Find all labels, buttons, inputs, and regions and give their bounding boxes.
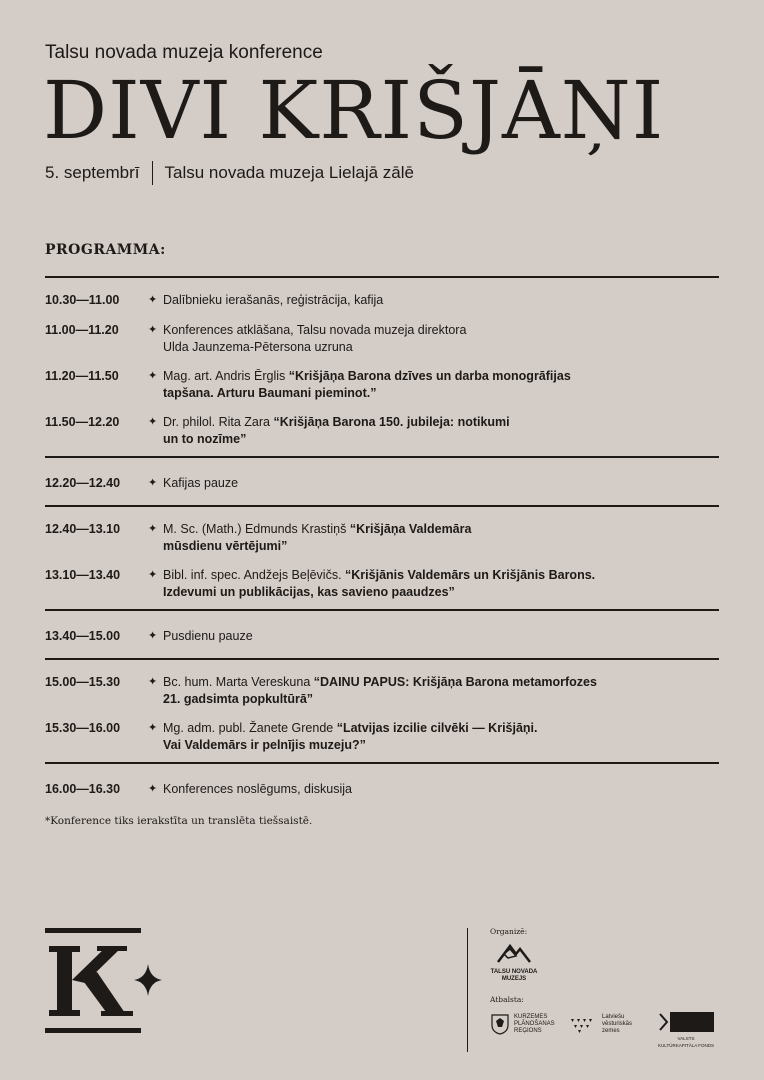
program-talk-title: 21. gadsimta popkultūrā” bbox=[163, 692, 314, 706]
sponsor-name: PLĀNOŠANAS bbox=[514, 1020, 555, 1027]
program-line bbox=[163, 628, 623, 645]
program-talk-title: tapšana. Arturu Baumani pieminot.” bbox=[163, 386, 377, 400]
event-date: 5. septembrī bbox=[45, 163, 140, 182]
sponsor-name: VALSTS bbox=[677, 1036, 695, 1041]
program-text: Pusdienu pauze bbox=[163, 629, 253, 643]
coat-of-arms-icon bbox=[490, 1013, 510, 1035]
program-time: 11.20—11.50 bbox=[45, 369, 119, 383]
program-time: 11.00—11.20 bbox=[45, 323, 119, 337]
program-line bbox=[163, 385, 623, 402]
program-description bbox=[163, 674, 623, 708]
program-talk-title: “Krišjānis Valdemārs un Krišjānis Barons. bbox=[345, 568, 596, 582]
program-text: Bc. hum. Marta Vereskuna bbox=[163, 675, 314, 689]
program-description bbox=[163, 567, 623, 601]
hearts-icon bbox=[568, 1016, 598, 1034]
program-text: Kafijas pauze bbox=[163, 476, 239, 490]
divider bbox=[45, 276, 719, 278]
program-text: Bibl. inf. spec. Andžejs Beļēvičs. bbox=[163, 568, 346, 582]
program-description bbox=[163, 475, 623, 492]
program-description bbox=[163, 628, 623, 645]
divider bbox=[45, 762, 719, 764]
program-talk-title: “Latvijas izcilie cilvēki — Krišjāņi. bbox=[336, 721, 538, 735]
meta-divider bbox=[152, 161, 153, 185]
program-description bbox=[163, 414, 623, 448]
program-talk-title: “Krišjāņa Valdemāra bbox=[349, 522, 472, 536]
footer-divider bbox=[467, 928, 468, 1052]
program-talk-title: Izdevumi un publikācijas, kas savieno paaudzes” bbox=[163, 585, 455, 599]
program-talk-title: un to nozīme” bbox=[163, 432, 247, 446]
historic-lands-logo bbox=[568, 1014, 632, 1035]
sponsor-name: vēsturiskās bbox=[602, 1021, 633, 1027]
mountain-icon bbox=[494, 940, 534, 964]
program-text: Mag. art. Andris Ērglis bbox=[163, 369, 289, 383]
program-description bbox=[163, 368, 623, 402]
culture-fund-logo bbox=[658, 1012, 714, 1049]
star-bullet-icon: ✦ bbox=[148, 477, 158, 489]
program-line bbox=[163, 368, 623, 385]
event-venue: Talsu novada muzeja Lielajā zālē bbox=[164, 163, 414, 182]
program-line bbox=[163, 538, 623, 555]
program-line bbox=[163, 737, 623, 754]
divider bbox=[45, 456, 719, 458]
program-description bbox=[163, 521, 623, 555]
program-line bbox=[163, 322, 623, 339]
program-time: 16.00—16.30 bbox=[45, 782, 121, 796]
program-description bbox=[163, 322, 623, 356]
event-meta bbox=[45, 161, 414, 185]
program-description bbox=[163, 781, 623, 798]
k-mark-icon bbox=[658, 1012, 670, 1032]
program-line bbox=[163, 431, 623, 448]
program-time: 12.40—13.10 bbox=[45, 522, 121, 536]
poster-title: DIVI KRIŠJĀŅI bbox=[43, 64, 665, 157]
program-talk-title: Vai Valdemārs ir pelnījis muzeju?” bbox=[163, 738, 366, 752]
support-label: Atbalsta: bbox=[490, 995, 524, 1004]
program-line bbox=[163, 781, 623, 798]
kurzeme-region-logo bbox=[490, 1013, 555, 1035]
star-bullet-icon: ✦ bbox=[148, 630, 158, 642]
star-bullet-icon: ✦ bbox=[148, 783, 158, 795]
star-bullet-icon: ✦ bbox=[148, 676, 158, 688]
footnote: *Konference tiks ierakstīta un translēta tiešsaistē. bbox=[45, 815, 313, 827]
star-bullet-icon: ✦ bbox=[148, 416, 158, 428]
program-heading: PROGRAMMA: bbox=[45, 242, 166, 258]
star-bullet-icon: ✦ bbox=[148, 569, 158, 581]
divider bbox=[45, 505, 719, 507]
sponsor-name: REĢIONS bbox=[514, 1027, 542, 1034]
program-text: Dalībnieku ierašanās, reģistrācija, kafija bbox=[163, 293, 384, 307]
star-bullet-icon: ✦ bbox=[148, 370, 158, 382]
divider bbox=[45, 609, 719, 611]
program-line bbox=[163, 339, 623, 356]
organizer-name: TALSU NOVADA bbox=[490, 969, 538, 975]
program-text: Konferences noslēgums, diskusija bbox=[163, 782, 352, 796]
star-bullet-icon: ✦ bbox=[148, 722, 158, 734]
star-bullet-icon: ✦ bbox=[148, 523, 158, 535]
program-line bbox=[163, 691, 623, 708]
star-bullet-icon: ✦ bbox=[148, 294, 158, 306]
program-time: 13.40—15.00 bbox=[45, 629, 121, 643]
program-talk-title: mūsdienu vērtējumi” bbox=[163, 539, 288, 553]
program-line bbox=[163, 414, 623, 431]
program-time: 15.00—15.30 bbox=[45, 675, 121, 689]
sponsor-name: zemes bbox=[602, 1028, 620, 1034]
program-time: 12.20—12.40 bbox=[45, 476, 121, 490]
organizer-label: Organizē: bbox=[490, 927, 528, 936]
program-line bbox=[163, 674, 623, 691]
k-plus-logo bbox=[45, 928, 165, 1033]
program-time: 13.10—13.40 bbox=[45, 568, 121, 582]
program-talk-title: “Krišjāņa Barona dzīves un darba monogrāfijas bbox=[288, 369, 571, 383]
conference-subtitle: Talsu novada muzeja konference bbox=[45, 42, 323, 63]
program-line bbox=[163, 567, 623, 584]
program-line bbox=[163, 584, 623, 601]
culture-fund-mark bbox=[658, 1012, 714, 1032]
program-line bbox=[163, 475, 623, 492]
program-time: 11.50—12.20 bbox=[45, 415, 120, 429]
program-line bbox=[163, 292, 623, 309]
star-bullet-icon: ✦ bbox=[148, 324, 158, 336]
program-talk-title: “DAINU PAPUS: Krišjāņa Barona metamorfozes bbox=[313, 675, 597, 689]
program-description bbox=[163, 720, 623, 754]
talsu-museum-logo bbox=[486, 940, 542, 983]
divider bbox=[45, 658, 719, 660]
program-text: Konferences atklāšana, Talsu novada muzeja direktora bbox=[163, 323, 467, 337]
program-talk-title: “Krišjāņa Barona 150. jubileja: notikumi bbox=[273, 415, 510, 429]
program-text: M. Sc. (Math.) Edmunds Krastiņš bbox=[163, 522, 350, 536]
program-line bbox=[163, 521, 623, 538]
program-time: 10.30—11.00 bbox=[45, 293, 120, 307]
sponsor-name: Latviešu bbox=[602, 1014, 625, 1020]
program-text: Mg. adm. publ. Žanete Grende bbox=[163, 721, 337, 735]
program-text: Dr. philol. Rita Zara bbox=[163, 415, 274, 429]
program-description bbox=[163, 292, 623, 309]
program-time: 15.30—16.00 bbox=[45, 721, 121, 735]
sponsor-name: KULTŪRKAPITĀLA FONDS bbox=[658, 1043, 714, 1048]
program-line bbox=[163, 720, 623, 737]
sponsor-name: KURZEMES bbox=[514, 1013, 548, 1020]
organizer-name: MUZEJS bbox=[501, 976, 527, 982]
program-text: Ulda Jaunzema-Pētersona uzruna bbox=[163, 340, 353, 354]
